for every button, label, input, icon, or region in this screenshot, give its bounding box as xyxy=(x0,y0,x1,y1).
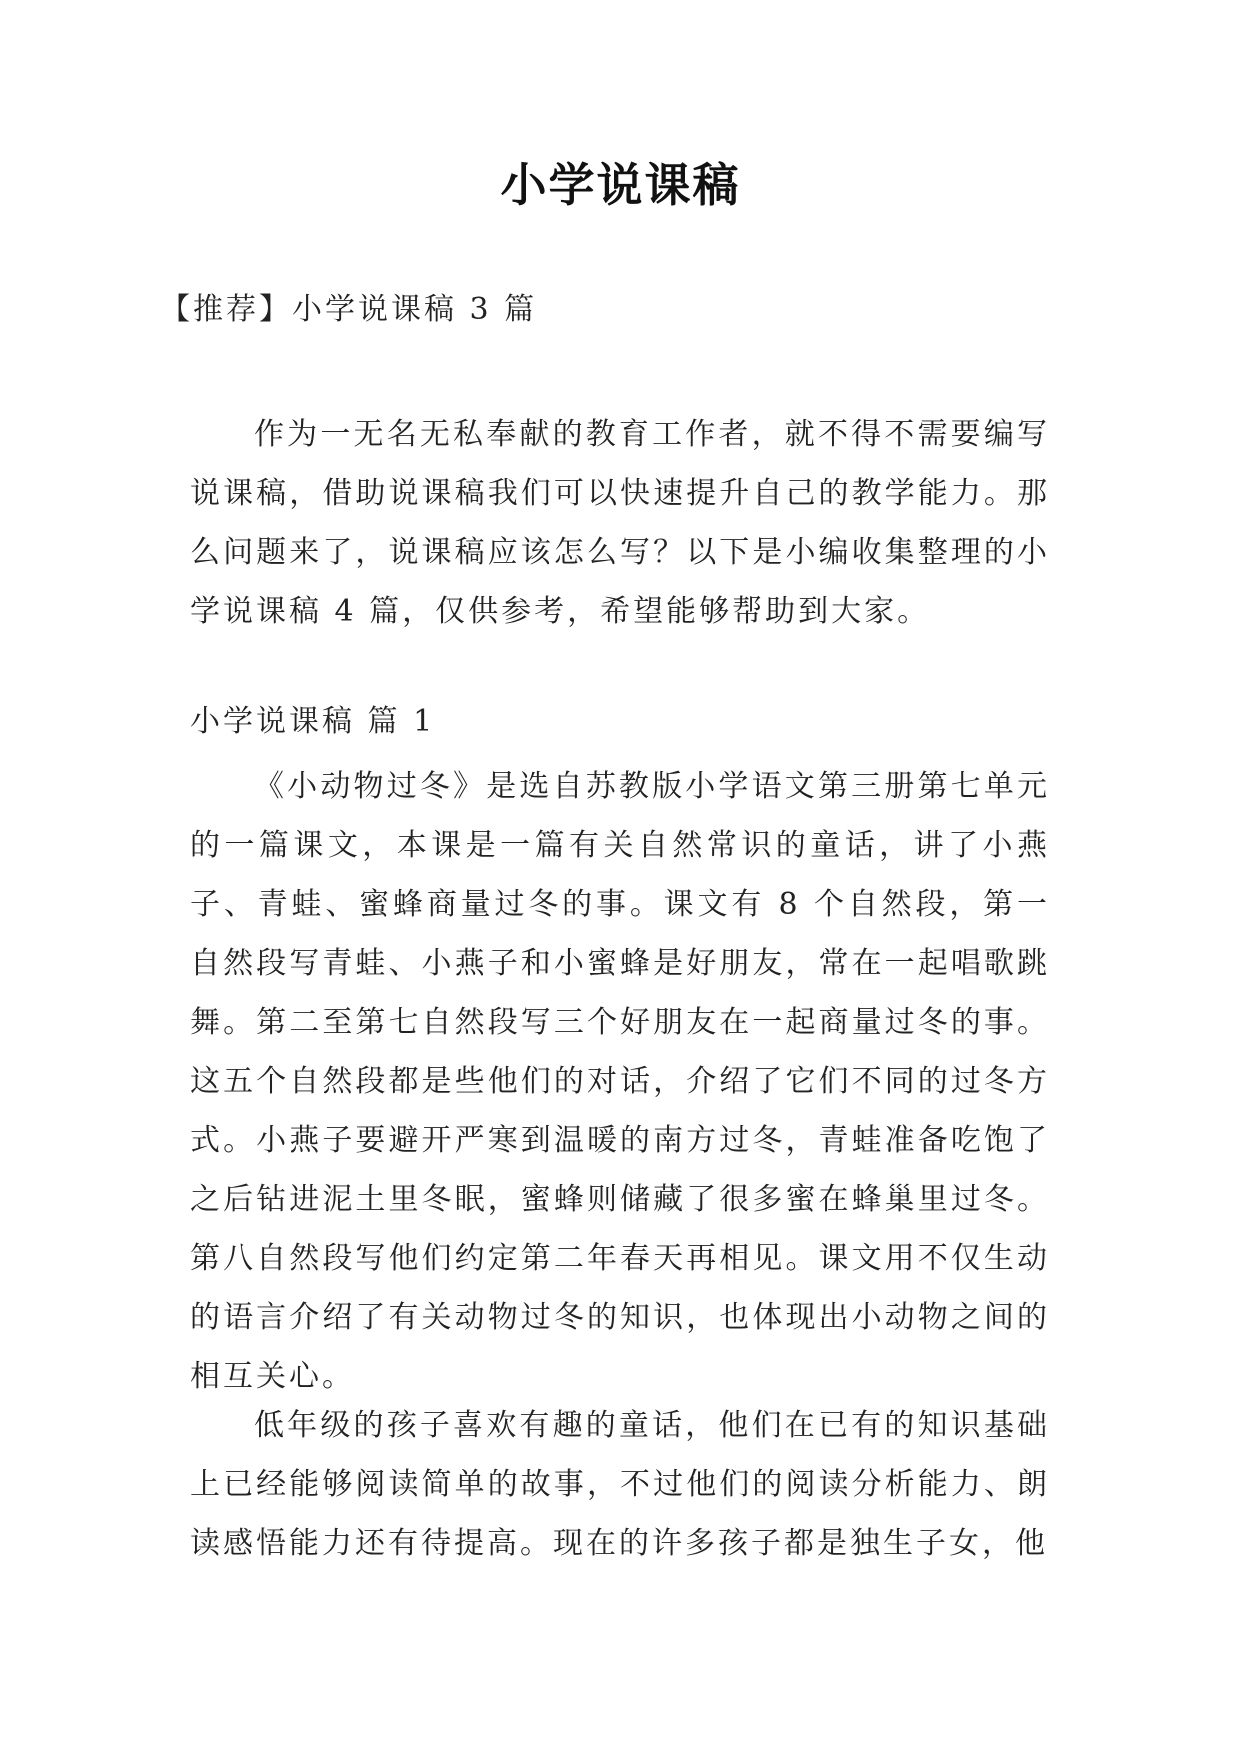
document-subtitle: 【推荐】小学说课稿 3 篇 xyxy=(160,292,538,327)
document-title: 小学说课稿 xyxy=(500,158,741,212)
intro-paragraph: 作为一无名无私奉献的教育工作者，就不得不需要编写说课稿，借助说课稿我们可以快速提升自己的教学能力。那么问题来了，说课稿应该怎么写？以下是小编收集整理的小学说课稿 4 篇，仅供参考，希望能够帮助到大家。 xyxy=(190,417,1050,629)
body-paragraph-1: 《小动物过冬》是选自苏教版小学语文第三册第七单元的一篇课文，本课是一篇有关自然常识的童话，讲了小燕子、青蛙、蜜蜂商量过冬的事。课文有 8 个自然段，第一自然段写青蛙、小燕子和小蜜蜂是好朋友，常在一起唱歌跳舞。第二至第七自然段写三个好朋友在一起商量过冬的事。这五个自然段都是些他们的对话，介绍了它们不同的过冬方式。小燕子要避开严寒到温暖的南方过冬，青蛙准备吃饱了之后钻进泥土里冬眠，蜜蜂则储藏了很多蜜在蜂巢里过冬。第八自然段写他们约定第二年春天再相见。课文用不仅生动的语言介绍了有关动物过冬的知识，也体现出小动物之间的相互关心。 xyxy=(190,769,1050,1394)
body-paragraph-2: 低年级的孩子喜欢有趣的童话，他们在已有的知识基础上已经能够阅读简单的故事，不过他们的阅读分析能力、朗读感悟能力还有待提高。现在的许多孩子都是独生子女，他 xyxy=(190,1408,1050,1561)
section-heading: 小学说课稿 篇 1 xyxy=(190,704,436,739)
